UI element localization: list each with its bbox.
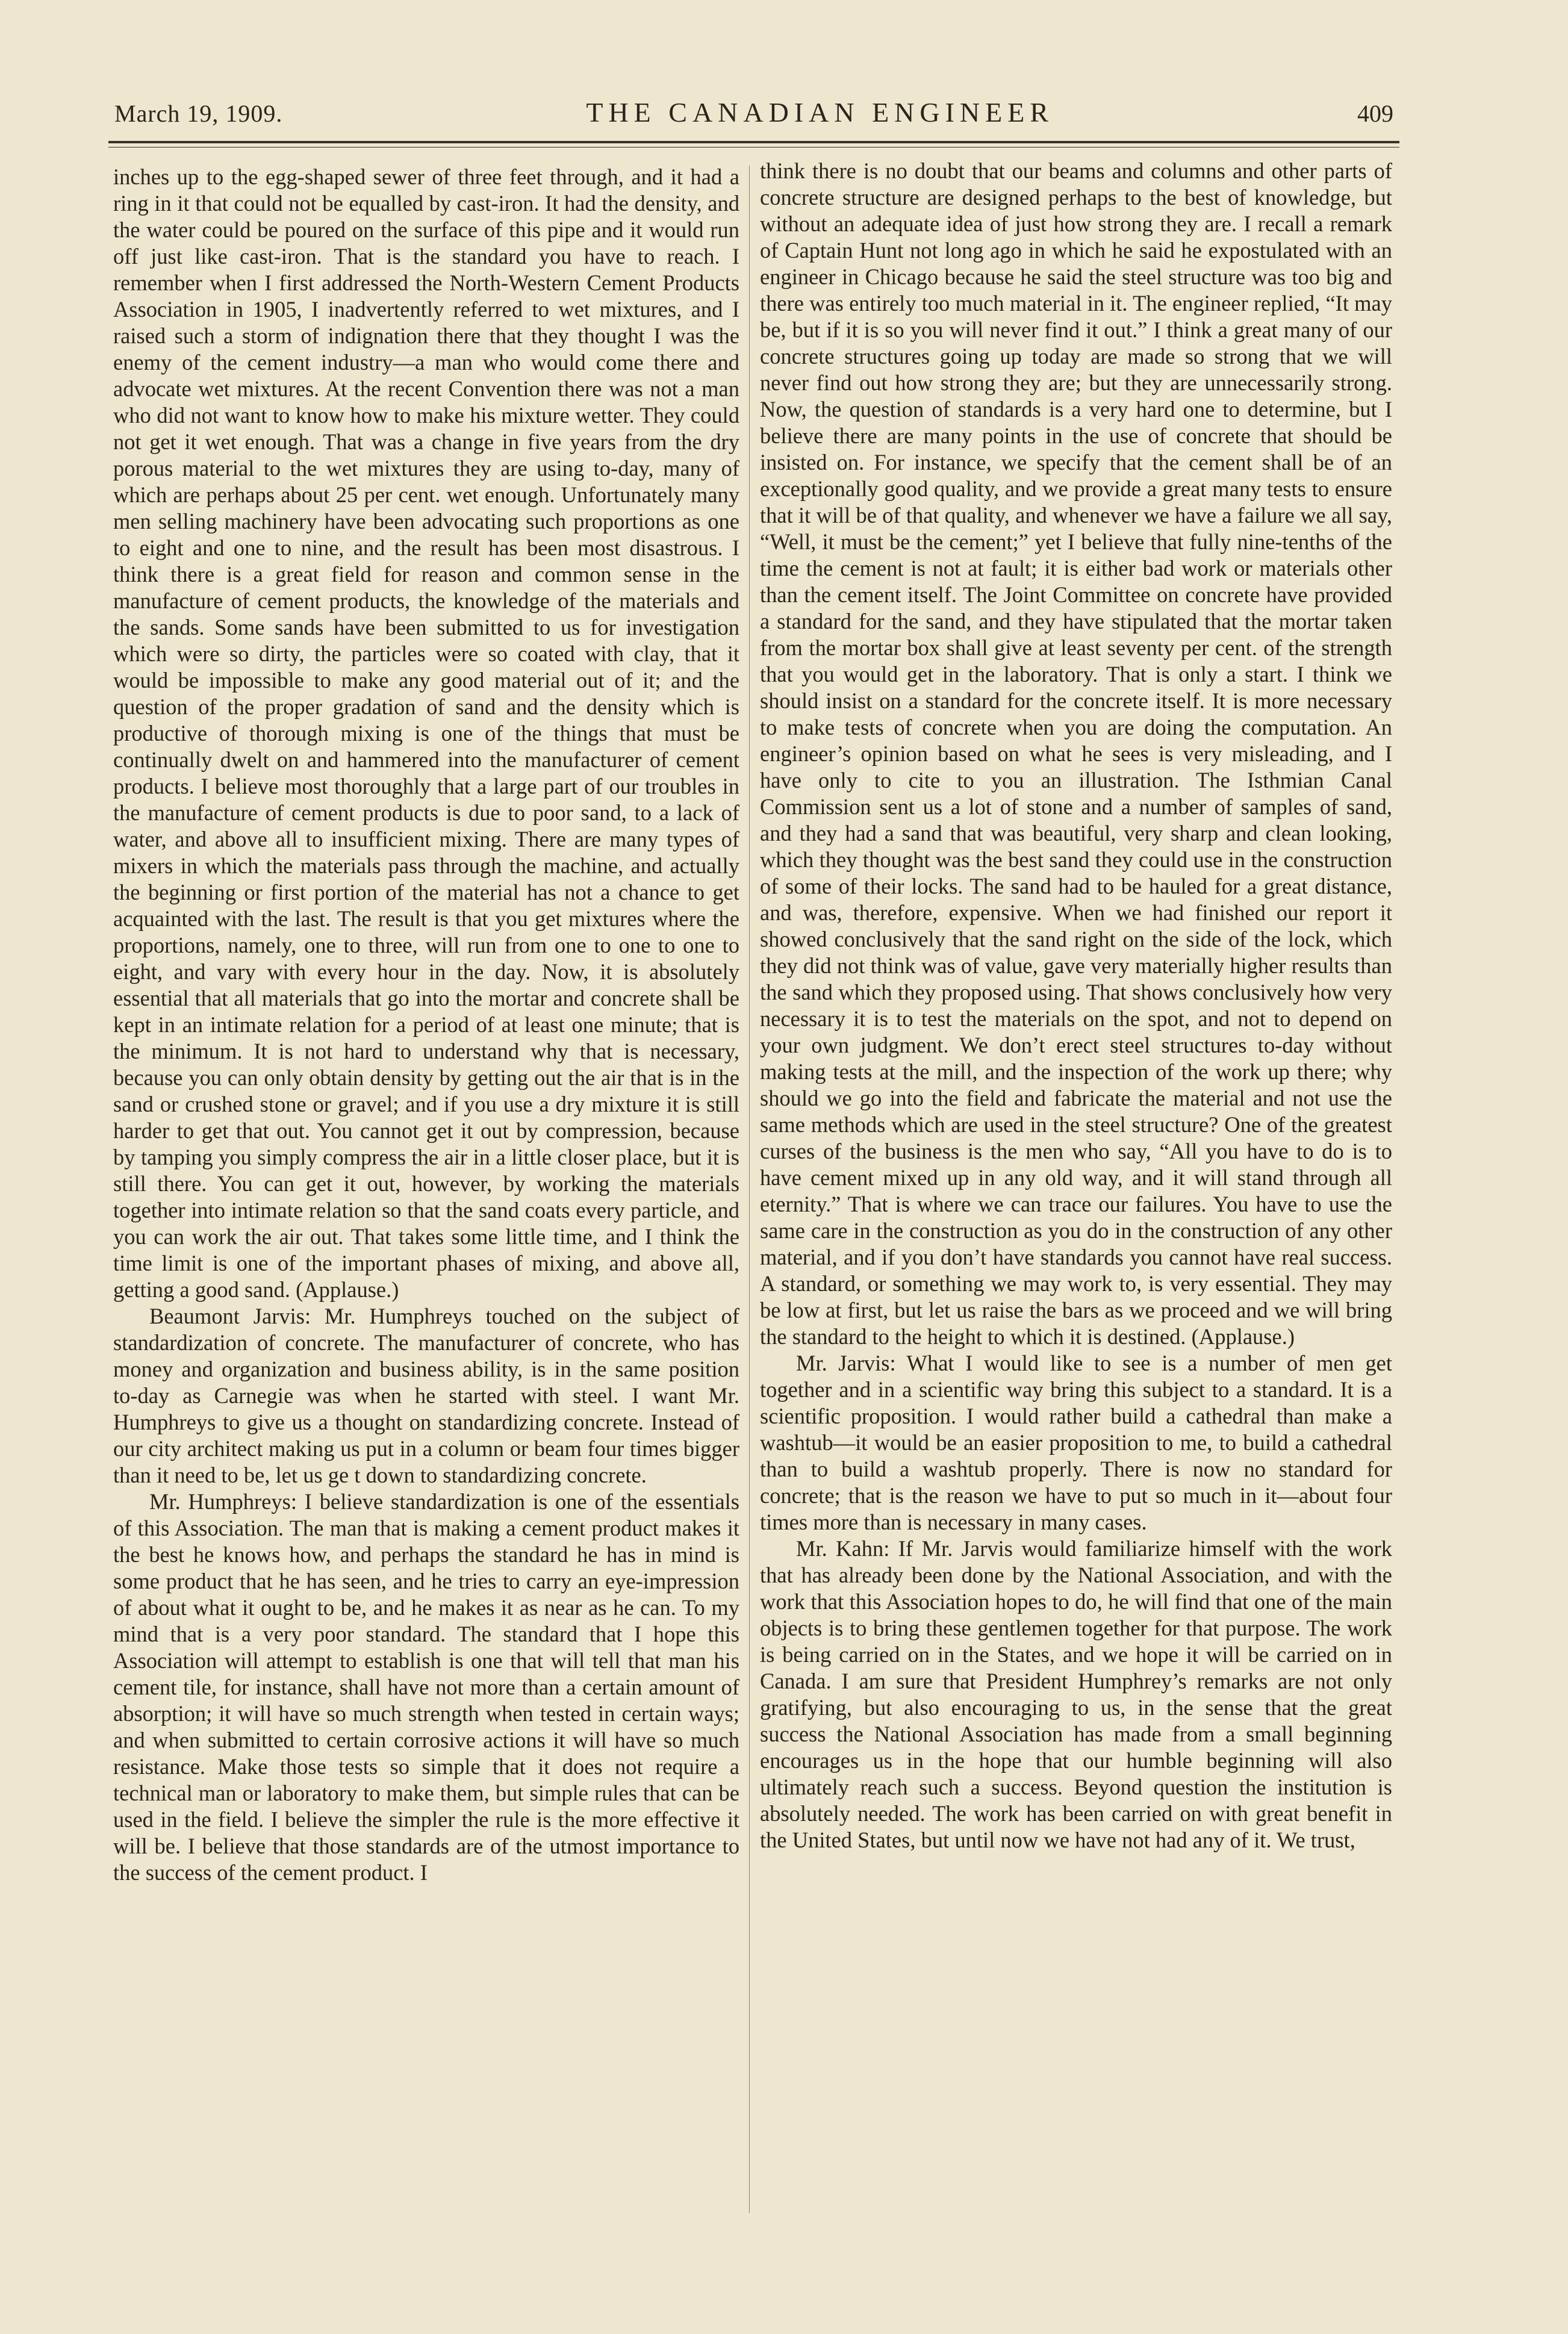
paragraph: Mr. Kahn: If Mr. Jarvis would familiarize himself with the work that has already been done by the National Association, and with the work that this Association hopes to do, he will find that one of the main objects is to bring these gentlemen together for that purpose. The work is being carried on in the States, and we hope it will be carried on in Canada. I am sure that President Humphrey’s remarks are not only gratifying, but also encouraging to us, in the sense that the great success the National Association has made from a small beginning encourages us in the hope that our humble beginning will also ultimately reach such a success. Beyond question the institution is absolutely needed. The work has been carried on with great benefit in the United States, but until now we have not had any of it. We trust, [760, 1536, 1392, 1852]
header-date: March 19, 1909. [114, 100, 283, 127]
page-number: 409 [1357, 100, 1393, 127]
journal-title: THE CANADIAN ENGINEER [586, 97, 1054, 128]
paragraph: Mr. Jarvis: What I would like to see is a number of men get together and in a scientific way bring this subject to a standard. It is a scientific proposition. I would rather build a cathedral than make a washtub—it would be an easier proposition to me, to build a cathedral than to build a washtub properly. There is now no standard for concrete; that is the reason we have to put so much in it—about four times more than is necessary in many cases. [760, 1351, 1392, 1534]
page-header [114, 96, 1393, 132]
paragraph: Mr. Humphreys: I believe standardization is one of the essentials of this Association. The man that is making a cement product makes it the best he knows how, and perhaps the standard he has in mind is some product that he has seen, and he tries to carry an eye-impression of about what it ought to be, and he makes it as near as he can. To my mind that is a very poor standard. The standard that I hope this Association will attempt to establish is one that will tell that man his cement tile, for instance, shall have not more than a certain amount of absorption; it will have so much strength when tested in certain ways; and when submitted to certain corrosive actions it will have so much resistance. Make those tests so simple that it does not require a technical man or laboratory to make them, but simple rules that can be used in the field. I believe the simpler the rule is the more effective it will be. I believe that those standards are of the utmost importance to the success of the cement product. I [113, 1489, 739, 1885]
column-divider [749, 166, 750, 2213]
left-column [113, 164, 739, 1886]
right-column [760, 158, 1392, 1853]
header-rule-thin [108, 147, 1399, 148]
paragraph: Beaumont Jarvis: Mr. Humphreys touched on the subject of standardization of concrete. The manufacturer of concrete, who has money and organization and business ability, is in the same position to-day as Carnegie was when he started with steel. I want Mr. Humphreys to give us a thought on standardizing concrete. Instead of our city architect making us put in a column or beam four times bigger than it need to be, let us ge t down to standardizing concrete. [113, 1304, 739, 1487]
paragraph: think there is no doubt that our beams and columns and other parts of concrete structure are designed perhaps to the best of knowledge, but without an adequate idea of just how strong they are. I recall a remark of Captain Hunt not long ago in which he said he expostulated with an engineer in Chicago because he said the steel structure was too big and there was entirely too much material in it. The engineer replied, “It may be, but if it is so you will never find it out.” I think a great many of our concrete structures going up today are made so strong that we will never find out how strong they are; but they are unnecessarily strong. Now, the question of standards is a very hard one to determine, but I believe there are many points in the use of concrete that should be insisted on. For instance, we specify that the cement shall be of an exceptionally good quality, and we provide a great many tests to ensure that it will be of that quality, and whenever we have a failure we all say, “Well, it must be the cement;” yet I believe that fully nine-tenths of the time the cement is not at fault; it is either bad work or materials other than the cement itself. The Joint Committee on concrete have provided a standard for the sand, and they have stipulated that the mortar taken from the mortar box shall give at least seventy per cent. of the strength that you would get in the laboratory. That is only a start. I think we should insist on a standard for the concrete itself. It is more necessary to make tests of concrete when you are doing the computation. An engineer’s opinion based on what he sees is very misleading, and I have only to cite to you an illustration. The Isthmian Canal Commission sent us a lot of stone and a number of samples of sand, and they had a sand that was beautiful, very sharp and clean looking, which they thought was the best sand they could use in the construction of some of their locks. The sand had to be hauled for a great distance, and was, therefore, expensive. When we had finished our report it showed conclusively that the sand right on the side of the lock, which they did not think was of value, gave very materially higher results than the sand which they proposed using. That shows conclusively how very necessary it is to test the materials on the spot, and not to depend on your own judgment. We don’t erect steel structures to-day without making tests at the mill, and the inspection of the work up there; why should we go into the field and fabricate the material and not use the same methods which are used in the steel structure? One of the greatest curses of the business is the men who say, “All you have to do is to have cement mixed up in any old way, and it will stand through all eternity.” That is where we can trace our failures. You have to use the same care in the construction as you do in the construction of any other material, and if you don’t have standards you cannot have real success. A standard, or something we may work to, is very essential. They may be low at first, but let us raise the bars as we proceed and we will bring the standard to the height to which it is destined. (Applause.) [760, 158, 1392, 1349]
header-rule-thick [108, 141, 1399, 143]
paragraph: inches up to the egg-shaped sewer of three feet through, and it had a ring in it that could not be equalled by cast-iron. It had the density, and the water could be poured on the surface of this pipe and it would run off just like cast-iron. That is the standard you have to reach. I remember when I first addressed the North-Western Cement Products Association in 1905, I inadvertently referred to wet mixtures, and I raised such a storm of indignation there that they thought I was the enemy of the cement industry—a man who would come there and advocate wet mixtures. At the recent Convention there was not a man who did not want to know how to make his mixture wetter. They could not get it wet enough. That was a change in five years from the dry porous material to the wet mixtures they are using to-day, many of which are perhaps about 25 per cent. wet enough. Unfortunately many men selling machinery have been advocating such proportions as one to eight and one to nine, and the result has been most disastrous. I think there is a great field for reason and common sense in the manufacture of cement products, the knowledge of the materials and the sands. Some sands have been submitted to us for investigation which were so dirty, the particles were so coated with clay, that it would be impossible to make any good material out of it; and the question of the proper gradation of sand and the density which is productive of thorough mixing is one of the things that must be continually dwelt on and hammered into the manufacturer of cement products. I believe most thoroughly that a large part of our troubles in the manufacture of cement products is due to poor sand, to a lack of water, and above all to insufficient mixing. There are many types of mixers in which the materials pass through the machine, and actually the beginning or first portion of the material has not a chance to get acquainted with the last. The result is that you get mixtures where the proportions, namely, one to three, will run from one to one to one to eight, and vary with every hour in the day. Now, it is absolutely essential that all materials that go into the mortar and concrete shall be kept in an intimate relation for a period of at least one minute; that is the minimum. It is not hard to understand why that is necessary, because you can only obtain density by getting out the air that is in the sand or crushed stone or gravel; and if you use a dry mixture it is still harder to get that out. You cannot get it out by compression, because by tamping you simply compress the air in a little closer place, but it is still there. You can get it out, however, by working the materials together into intimate relation so that the sand coats every particle, and you can work the air out. That takes some little time, and I think the time limit is one of the important phases of mixing, and above all, getting a good sand. (Applause.) [113, 164, 739, 1302]
